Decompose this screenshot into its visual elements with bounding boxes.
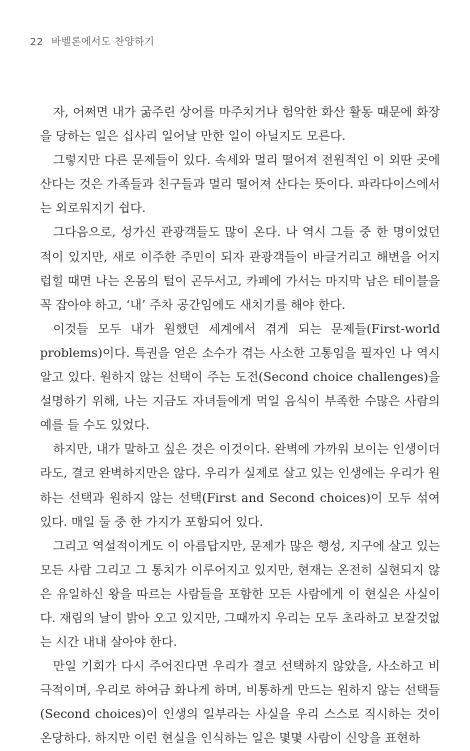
paragraph: 그리고 역설적이게도 이 아름답지만, 문제가 많은 행성, 지구에 살고 있는 모든 사람 그리고 그 통치가 이루어지고 있지만, 현재는 온전히 실현되지 않은 유일하신 왕을 따르는 사람들을 포함한 모든 사람에게 이 현실은 사실이다. 재림의 날이 밝아 오고 있지만, 그때까지 우리는 모두 초라하고 보잘것없는 시간 내내 살아야 한다. xyxy=(40,538,440,650)
paragraph: 만일 기회가 다시 주어진다면 우리가 결코 선택하지 않았을, 사소하고 비극적이며, 우리로 하여금 화나게 하며, 비통하게 만드는 원하지 않는 선택들(Second choices)이 인생의 일부라는 사실을 우리 스스로 직시하는 것이 온당하다. 하지만 이런 현실을 인식하는 일은 몇몇 사람이 신앙을 표현하 xyxy=(40,659,440,746)
paragraph: 하지만, 내가 말하고 싶은 것은 이것이다. 완벽에 가까워 보이는 인생이더라도, 결코 완벽하지만은 않다. 우리가 실제로 살고 있는 인생에는 우리가 원하는 선택과 원하지 않는 선택(First and Second choices)이 모두 섞여 있다. 매일 둘 중 한 가지가 포함되어 있다. xyxy=(40,442,440,529)
body-text xyxy=(40,100,440,751)
paragraph: 그다음으로, 성가신 관광객들도 많이 온다. 나 역시 그들 중 한 명이었던 적이 있지만, 새로 이주한 주민이 되자 관광객들이 바글거리고 해변을 어지럽힐 때면 나는 온몸의 털이 곤두서고, 카페에 가서는 마지막 남은 테이블을 꼭 잡아야 하고, ‘내’ 주차 공간임에도 새치기를 해야 한다. xyxy=(40,225,440,312)
running-header xyxy=(30,33,154,48)
paragraph: 자, 어쩌면 내가 굶주린 상어를 마주치거나 험악한 화산 활동 때문에 화장을 당하는 일은 십사리 일어날 만한 일이 아닐지도 모른다. xyxy=(40,105,440,144)
book-title: 바벨론에서도 찬양하기 xyxy=(51,37,155,48)
paragraph: 그렇지만 다른 문제들이 있다. 속세와 멀리 떨어져 전원적인 이 외딴 곳에 산다는 것은 가족들과 친구들과 멀리 떨어져 산다는 뜻이다. 파라다이스에서는 외로워지기 쉽다. xyxy=(40,153,440,216)
paragraph: 이것들 모두 내가 원했던 세계에서 겪게 되는 문제들(First-world problems)이다. 특권을 얻은 소수가 겪는 사소한 고통임을 필자인 나 역시 알고 있다. 원하지 않는 선택이 주는 도전(Second choice challenges)을 설명하기 위해, 나는 지금도 자녀들에게 먹일 음식이 부족한 수많은 사람의 예를 들 수도 있었다. xyxy=(40,321,440,433)
page-number: 22 xyxy=(30,37,44,48)
